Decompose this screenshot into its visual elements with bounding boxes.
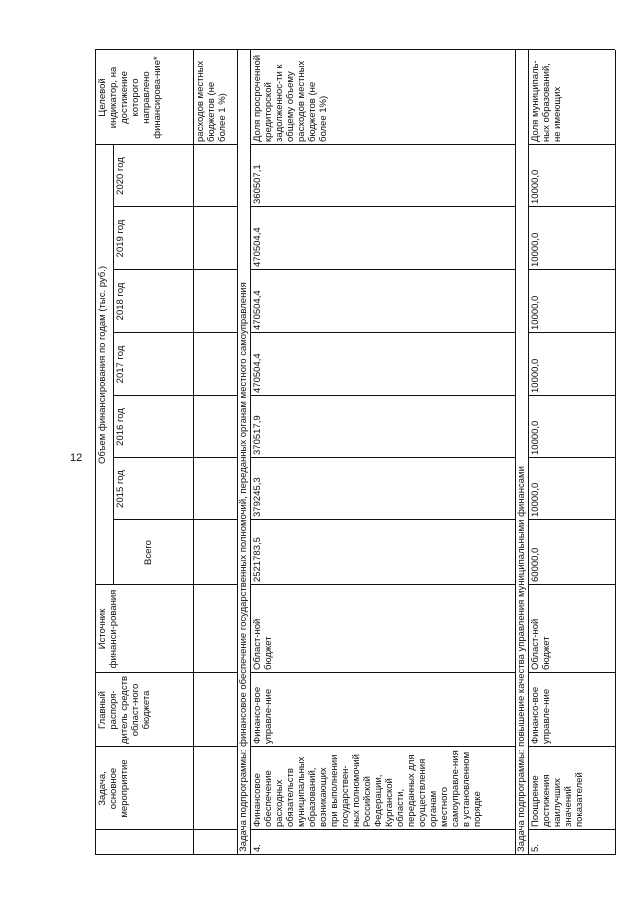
source-text: Област-ной бюджет	[252, 618, 274, 670]
year-value: 370517,9	[252, 415, 263, 455]
rule	[615, 50, 616, 855]
header-source: Источник финанси-рования	[97, 589, 119, 669]
row-number: 5.	[530, 844, 541, 852]
year-value: 10000,0	[530, 482, 541, 517]
task-row: Задача подпрограммы: финансовое обеспечение государственных полномочий, переданных органам местного самоуправления	[238, 282, 249, 852]
header-measure: Задача, основное мероприятие	[97, 759, 130, 818]
header-total: Всего	[143, 540, 154, 565]
prev-indicator-tail: расходов местных бюджетов (не более 1 %)	[195, 60, 228, 142]
header-year: 2015 год	[115, 470, 126, 508]
header-funding: Объем финансирования по годам (тыс. руб.)	[97, 265, 108, 465]
manager-text: Финансо-вое управле-ние	[530, 686, 552, 744]
year-value: 470504,4	[252, 353, 263, 393]
year-value: 10000,0	[530, 295, 541, 330]
year-value: 360507,1	[252, 164, 263, 204]
indicator-text: Доля просроченной кредиторской задолженнос-ти к общему объему расходов местных бюджетов (не более 1%)	[252, 54, 329, 142]
indicator-text: Доля муниципаль-ных образований, не имеющих	[530, 60, 563, 142]
header-year: 2017 год	[115, 345, 126, 384]
year-value: 10000,0	[530, 420, 541, 455]
rule	[193, 50, 194, 855]
task-row: Задача подпрограммы: повышение качества управления муниципальными финансами	[516, 466, 527, 852]
header-year: 2019 год	[115, 219, 126, 258]
total-value: 60000,0	[530, 547, 541, 582]
header-year: 2018 год	[115, 282, 126, 321]
budget-table	[95, 50, 615, 855]
page-number: 12	[70, 452, 83, 464]
measure-text: Поощрение достижения наилучших значений показателей	[530, 772, 585, 827]
manager-text: Финансо-вое управле-ние	[252, 686, 274, 744]
measure-text: Финансовое обеспечение расходных обязательств муниципальных образований, возникающих при выполнении государствен-ных полномочий Российской Федерации, Курганской области, переданных для осуществления органам местного самоуправле-ния в установленном порядке	[252, 750, 483, 827]
header-year: 2020 год	[115, 157, 126, 195]
header-indicator: Целевой индикатор, на достижение которого направлено финансирова-ние*	[97, 56, 163, 139]
total-value: 2521783,5	[252, 537, 263, 582]
row-number: 4.	[252, 844, 263, 852]
year-value: 10000,0	[530, 169, 541, 204]
year-value: 470504,4	[252, 290, 263, 330]
source-text: Област-ной бюджет	[530, 618, 552, 670]
year-value: 379245,3	[252, 477, 263, 517]
year-value: 10000,0	[530, 358, 541, 393]
header-year: 2016 год	[115, 408, 126, 446]
header-manager: Главный распоря-дитель средств област-ного бюджета	[97, 676, 152, 744]
year-value: 470504,4	[252, 227, 263, 267]
year-value: 10000,0	[530, 232, 541, 267]
